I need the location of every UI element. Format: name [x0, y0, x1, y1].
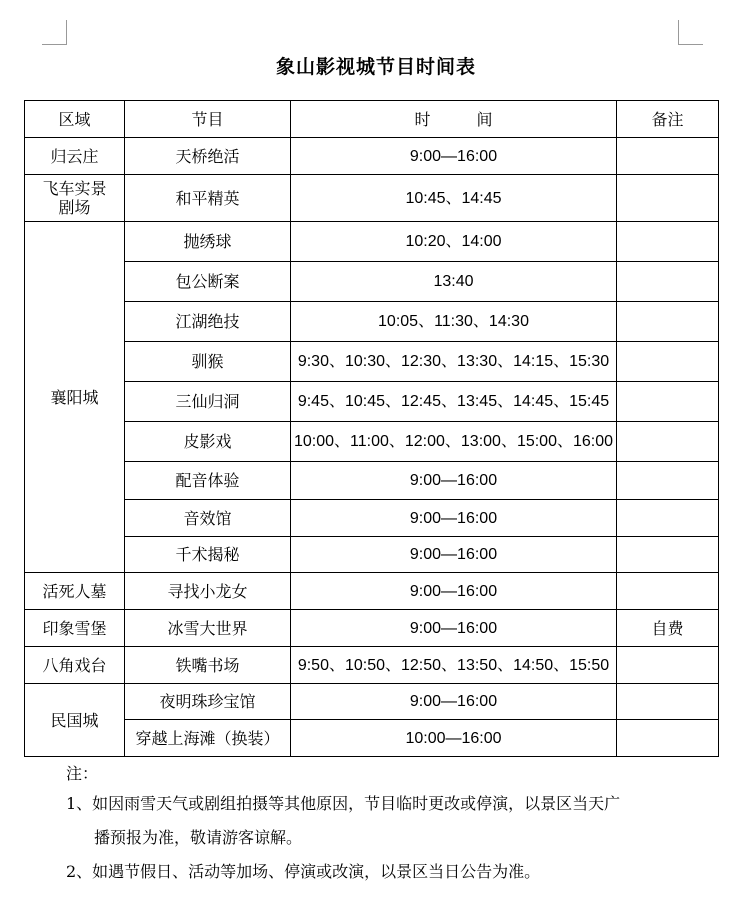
table-row — [25, 262, 719, 302]
remark-cell — [617, 262, 719, 302]
program-cell: 穿越上海滩（换装） — [125, 720, 291, 757]
table-row — [25, 302, 719, 342]
time-cell: 9:00—16:00 — [291, 537, 617, 573]
program-cell: 铁嘴书场 — [125, 647, 291, 684]
area-cell: 襄阳城 — [25, 222, 125, 573]
remark-cell — [617, 342, 719, 382]
remark-cell — [617, 175, 719, 222]
program-cell: 寻找小龙女 — [125, 573, 291, 610]
remark-cell — [617, 422, 719, 462]
time-cell: 9:00—16:00 — [291, 573, 617, 610]
program-cell: 抛绣球 — [125, 222, 291, 262]
table-row — [25, 462, 719, 500]
note-1-line-1: 1、如因雨雪天气或剧组拍摄等其他原因，节目临时更改或停演，以景区当天广 — [66, 794, 621, 813]
table-row — [25, 720, 719, 757]
program-cell: 千术揭秘 — [125, 537, 291, 573]
time-cell: 9:50、10:50、12:50、13:50、14:50、15:50 — [291, 647, 617, 684]
program-cell: 江湖绝技 — [125, 302, 291, 342]
program-cell: 驯猴 — [125, 342, 291, 382]
remark-cell — [617, 462, 719, 500]
note-2: 2、如遇节假日、活动等加场、停演或改演，以景区当日公告为准。 — [66, 862, 541, 881]
program-cell: 和平精英 — [125, 175, 291, 222]
table-row — [25, 342, 719, 382]
remark-cell — [617, 382, 719, 422]
remark-cell — [617, 302, 719, 342]
time-cell: 9:00—16:00 — [291, 610, 617, 647]
table-row — [25, 647, 719, 684]
page-corner-mark-left — [42, 20, 67, 45]
remark-cell — [617, 720, 719, 757]
time-cell: 9:00—16:00 — [291, 138, 617, 175]
remark-cell — [617, 537, 719, 573]
area-cell: 飞车实景 剧场 — [25, 175, 125, 222]
notes-label: 注： — [66, 764, 99, 783]
program-cell: 天桥绝活 — [125, 138, 291, 175]
remark-cell — [617, 138, 719, 175]
table-row — [25, 138, 719, 175]
header-program: 节目 — [125, 101, 291, 138]
table-row — [25, 500, 719, 537]
time-cell: 9:45、10:45、12:45、13:45、14:45、15:45 — [291, 382, 617, 422]
remark-cell — [617, 573, 719, 610]
program-cell: 三仙归洞 — [125, 382, 291, 422]
table-row — [25, 382, 719, 422]
note-1-line-2: 播预报为准，敬请游客谅解。 — [94, 828, 303, 847]
table-row — [25, 684, 719, 720]
program-cell: 冰雪大世界 — [125, 610, 291, 647]
remark-cell — [617, 500, 719, 537]
area-cell: 活死人墓 — [25, 573, 125, 610]
remark-cell: 自费 — [617, 610, 719, 647]
remark-cell — [617, 647, 719, 684]
table-row — [25, 422, 719, 462]
table-row — [25, 573, 719, 610]
document-title: 象山影视城节目时间表 — [275, 56, 476, 78]
schedule-table — [24, 100, 719, 757]
table-row — [25, 537, 719, 573]
area-cell: 印象雪堡 — [25, 610, 125, 647]
time-cell: 9:00—16:00 — [291, 500, 617, 537]
table-row — [25, 175, 719, 222]
time-cell: 10:00—16:00 — [291, 720, 617, 757]
remark-cell — [617, 684, 719, 720]
header-area: 区域 — [25, 101, 125, 138]
time-cell: 9:00—16:00 — [291, 684, 617, 720]
program-cell: 包公断案 — [125, 262, 291, 302]
time-cell: 10:05、11:30、14:30 — [291, 302, 617, 342]
program-cell: 音效馆 — [125, 500, 291, 537]
time-cell: 9:00—16:00 — [291, 462, 617, 500]
header-time: 时 间 — [291, 101, 617, 138]
program-cell: 皮影戏 — [125, 422, 291, 462]
program-cell: 夜明珠珍宝馆 — [125, 684, 291, 720]
time-cell: 10:45、14:45 — [291, 175, 617, 222]
page-corner-mark-right — [678, 20, 703, 45]
area-cell: 民国城 — [25, 684, 125, 757]
area-cell: 八角戏台 — [25, 647, 125, 684]
table-row — [25, 222, 719, 262]
time-cell: 9:30、10:30、12:30、13:30、14:15、15:30 — [291, 342, 617, 382]
program-cell: 配音体验 — [125, 462, 291, 500]
time-cell: 10:00、11:00、12:00、13:00、15:00、16:00 — [291, 422, 617, 462]
table-header-row — [25, 101, 719, 138]
time-cell: 13:40 — [291, 262, 617, 302]
header-remark: 备注 — [617, 101, 719, 138]
area-cell: 归云庄 — [25, 138, 125, 175]
table-row — [25, 610, 719, 647]
time-cell: 10:20、14:00 — [291, 222, 617, 262]
remark-cell — [617, 222, 719, 262]
